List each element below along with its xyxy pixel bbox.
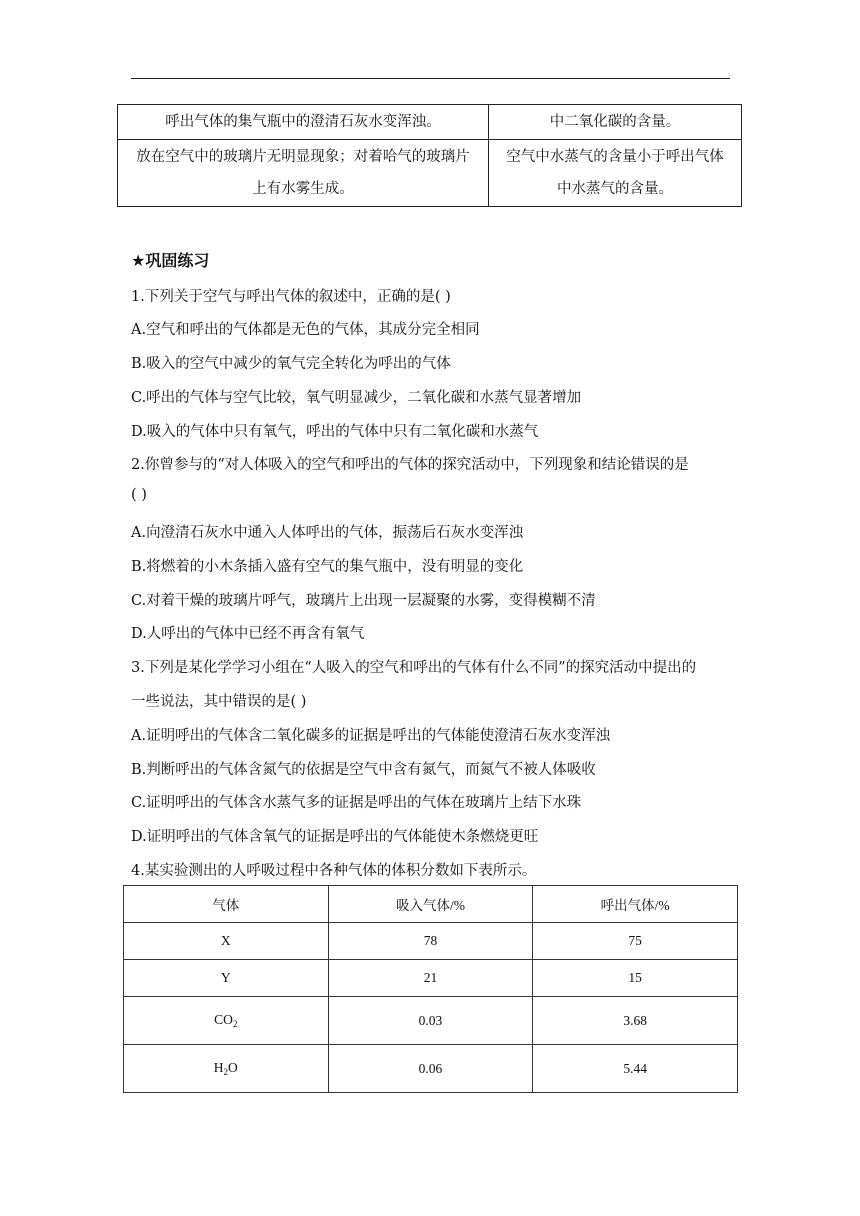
question-2: 2.你曾参与的“对人体吸入的空气和呼出的气体的探究活动中，下列现象和结论错误的是 [131, 457, 689, 473]
table-row [118, 140, 742, 207]
option-2c: C.对着干燥的玻璃片呼气，玻璃片上出现一层凝聚的水雾，变得模糊不清 [131, 593, 596, 609]
table-row [118, 105, 742, 140]
option-3c: C.证明呼出的气体含水蒸气多的证据是呼出的气体在玻璃片上结下水珠 [131, 795, 582, 811]
cell-line: 空气中水蒸气的含量小于呼出气体 [506, 149, 724, 165]
option-2b: B.将燃着的小木条插入盛有空气的集气瓶中，没有明显的变化 [131, 559, 524, 575]
gas-cell: Y [124, 960, 329, 997]
gas-cell: X [124, 923, 329, 960]
exhaled-cell: 5.44 [533, 1045, 738, 1093]
table-row [124, 997, 738, 1045]
gas-cell [124, 997, 329, 1045]
option-1b: B.吸入的空气中减少的氧气完全转化为呼出的气体 [131, 356, 451, 372]
exhaled-cell: 75 [533, 923, 738, 960]
option-1c: C.呼出的气体与空气比较，氧气明显减少，二氧化碳和水蒸气显著增加 [131, 390, 582, 406]
cell-line: 上有水雾生成。 [252, 181, 354, 197]
gas-cell [124, 1045, 329, 1093]
cell-line: 放在空气中的玻璃片无明显现象；对着哈气的玻璃片 [136, 149, 470, 165]
exhaled-cell: 15 [533, 960, 738, 997]
option-2d: D.人呼出的气体中已经不再含有氧气 [131, 626, 365, 642]
formula-subscript: 2 [223, 1067, 229, 1077]
inhaled-cell: 0.03 [328, 997, 533, 1045]
option-3d: D.证明呼出的气体含氧气的证据是呼出的气体能使木条燃烧更旺 [131, 829, 539, 845]
question-3-cont: 一些说法，其中错误的是( ) [131, 694, 307, 710]
question-4: 4.某实验测出的人呼吸过程中各种气体的体积分数如下表所示。 [131, 863, 537, 879]
table-row [124, 923, 738, 960]
table-cell [118, 140, 489, 207]
conclusion-table [117, 104, 742, 207]
inhaled-cell: 78 [328, 923, 533, 960]
option-1d: D.吸入的气体中只有氧气，呼出的气体中只有二氧化碳和水蒸气 [131, 424, 539, 440]
question-3: 3.下列是某化学学习小组在“人吸入的空气和呼出的气体有什么不同”的探究活动中提出的 [131, 660, 697, 676]
table-row [124, 960, 738, 997]
header-exhaled: 呼出气体/% [533, 886, 738, 923]
formula-main: H [213, 1060, 224, 1075]
cell-line: 中水蒸气的含量。 [557, 181, 673, 197]
inhaled-cell: 0.06 [328, 1045, 533, 1093]
option-3b: B.判断呼出的气体含氮气的依据是空气中含有氮气，而氮气不被人体吸收 [131, 762, 596, 778]
option-3a: A.证明呼出的气体含二氧化碳多的证据是呼出的气体能使澄清石灰水变浑浊 [131, 728, 611, 744]
option-2a: A.向澄清石灰水中通入人体呼出的气体，振荡后石灰水变浑浊 [131, 525, 524, 541]
formula-main: CO [214, 1012, 233, 1027]
table-cell: 呼出气体的集气瓶中的澄清石灰水变浑浊。 [118, 105, 489, 140]
header-rule [131, 78, 730, 79]
table-header-row [124, 886, 738, 923]
gas-volume-table [123, 885, 738, 1093]
table-cell: 中二氧化碳的含量。 [489, 105, 742, 140]
header-inhaled: 吸入气体/% [328, 886, 533, 923]
formula-suffix: O [228, 1060, 238, 1075]
table-row [124, 1045, 738, 1093]
option-1a: A.空气和呼出的气体都是无色的气体，其成分完全相同 [131, 322, 480, 338]
section-title: ★巩固练习 [131, 251, 210, 270]
inhaled-cell: 21 [328, 960, 533, 997]
exhaled-cell: 3.68 [533, 997, 738, 1045]
answer-bracket-2: ( ) [131, 487, 147, 503]
header-gas: 气体 [124, 886, 329, 923]
table-cell [489, 140, 742, 207]
question-1: 1.下列关于空气与呼出气体的叙述中，正确的是( ) [131, 289, 451, 305]
formula-subscript: 2 [232, 1019, 238, 1029]
